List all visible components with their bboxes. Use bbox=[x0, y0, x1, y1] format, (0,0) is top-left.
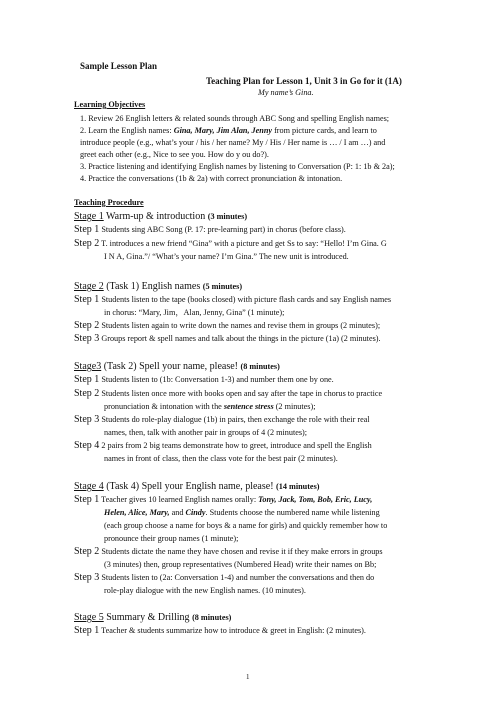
stage-2-heading bbox=[74, 281, 242, 293]
stage-2-step-1-cont: in chorus: “Mary, Jim，Alan, Jenny, Gina” (1 minute); bbox=[104, 308, 285, 317]
stage-3-step-3-cont: names, then, talk with another pair in groups of 4 (2 minutes); bbox=[104, 428, 308, 437]
stage-3-step-3 bbox=[74, 414, 370, 426]
stage-5-title: Summary & Drilling bbox=[103, 612, 193, 623]
step-text: Students sing ABC Song (P. 17: pre-learning part) in chorus (before class). bbox=[99, 225, 346, 234]
step-label: Step 1 bbox=[74, 224, 100, 235]
name-cindy: Cindy bbox=[185, 508, 206, 517]
stage-1-label: Stage 1 bbox=[74, 211, 104, 222]
step-text: Students listen to the tape (books closed) with picture flash cards and say English names bbox=[99, 295, 392, 304]
objective-3: 3. Practice listening and identifying English names by listening to Conversation (P: 1: 1b & 2a); bbox=[80, 162, 395, 171]
step-text: Teacher & students summarize how to introduce & greet in English: (2 minutes). bbox=[99, 626, 366, 635]
stage-4-label: Stage 4 bbox=[74, 481, 104, 492]
stage-4-heading bbox=[74, 481, 319, 493]
stage-1-step-2-cont: I N A, Gina.”/ “What’s your name? I’m Gina.” The new unit is introduced. bbox=[104, 252, 349, 261]
step-text: . Students choose the numbered name while listening bbox=[205, 508, 380, 517]
plan-title: Teaching Plan for Lesson 1, Unit 3 in Go for it (1A) bbox=[206, 76, 402, 86]
stage-4-step-2-cont: (3 minutes) then, group representatives (Numbered Head) write their names on Bb; bbox=[104, 560, 377, 569]
stage-3-step-1 bbox=[74, 374, 334, 386]
stage-4-step-3-cont: role-play dialogue with the new English names. (10 minutes). bbox=[104, 586, 306, 595]
objective-2-line-3: greet each other (e.g., Nice to see you. How do y ou do?). bbox=[80, 150, 269, 159]
step-text: Students listen to (2a: Conversation 1-4) and number the conversations and then do bbox=[99, 573, 375, 582]
stage-2-step-3 bbox=[74, 333, 381, 345]
page-number: 1 bbox=[246, 673, 250, 681]
step-text: Students listen once more with books open and say after the tape in chorus to practice bbox=[99, 389, 383, 398]
stage-5-step-1 bbox=[74, 625, 366, 637]
sentence-stress-emphasis: sentence stress bbox=[223, 402, 274, 411]
stage-2-step-2 bbox=[74, 320, 380, 332]
stage-3-step-4-cont: names in front of class, then the class vote for the best pair (2 minutes). bbox=[104, 454, 338, 463]
step-label: Step 1 bbox=[74, 494, 100, 505]
objective-2-text-end: from picture cards, and learn to bbox=[272, 126, 377, 135]
step-text: Students dictate the name they have chosen and revise it if they make errors in groups bbox=[99, 547, 383, 556]
stage-1-step-1 bbox=[74, 224, 346, 236]
stage-5-time: (8 minutes) bbox=[192, 613, 232, 622]
stage-3-heading bbox=[74, 361, 280, 373]
step-label: Step 1 bbox=[74, 625, 100, 636]
step-label: Step 2 bbox=[74, 238, 100, 249]
stage-5-heading bbox=[74, 612, 231, 624]
step-label: Step 4 bbox=[74, 440, 100, 451]
step-text: Students listen again to write down the names and revise them in groups (2 minutes); bbox=[99, 321, 381, 330]
document-title: Sample Lesson Plan bbox=[80, 61, 158, 71]
stage-3-label: Stage3 bbox=[74, 361, 102, 372]
stage-1-time: (3 minutes) bbox=[207, 212, 248, 221]
objective-2-text: 2. Learn the English names: bbox=[80, 126, 174, 135]
stage-4-step-1-cont-3: pronounce their group names (1 minute); bbox=[104, 534, 239, 543]
stage-4-step-1-cont-1 bbox=[104, 507, 380, 519]
stage-2-time: (5 minutes) bbox=[202, 282, 243, 291]
stage-2-label: Stage 2 bbox=[74, 281, 104, 292]
stage-4-time: (14 minutes) bbox=[276, 482, 320, 491]
plan-subtitle: My name’s Gina. bbox=[258, 88, 314, 97]
stage-3-time: (8 minutes) bbox=[240, 362, 280, 371]
names-list: Tony, Jack, Tom, Bob, Eric, Lucy, bbox=[258, 495, 373, 504]
step-label: Step 3 bbox=[74, 414, 100, 425]
step-text: 2 pairs from 2 big teams demonstrate how to greet, introduce and spell the English bbox=[99, 441, 372, 450]
step-text: pronunciation & intonation with the bbox=[104, 402, 224, 411]
step-text: T. introduces a new friend “Gina” with a picture and get Ss to say: “Hello! I’m Gina. G bbox=[99, 239, 387, 248]
stage-4-title: (Task 4) Spell your English name, please! bbox=[103, 481, 277, 492]
step-text: Teacher gives 10 learned English names orally: bbox=[99, 495, 259, 504]
objective-2-names: Gina, Mary, Jim Alan, Jenny bbox=[173, 126, 273, 135]
step-text-end: (2 minutes); bbox=[273, 402, 316, 411]
conjunction: and bbox=[169, 508, 186, 517]
stage-4-step-1 bbox=[74, 494, 372, 506]
step-label: Step 2 bbox=[74, 388, 100, 399]
step-label: Step 3 bbox=[74, 333, 100, 344]
stage-4-step-3 bbox=[74, 572, 374, 584]
stage-3-step-2 bbox=[74, 388, 382, 400]
names-list: Helen, Alice, Mary, bbox=[104, 508, 170, 517]
objective-1: 1. Review 26 English letters & related sounds through ABC Song and spelling English names; bbox=[80, 114, 390, 123]
step-label: Step 2 bbox=[74, 546, 100, 557]
stage-3-step-2-cont bbox=[104, 401, 316, 413]
stage-1-heading bbox=[74, 211, 247, 223]
stage-1-step-2 bbox=[74, 238, 387, 250]
objective-4: 4. Practice the conversations (1b & 2a) with correct pronunciation & intonation. bbox=[80, 174, 343, 183]
objective-2-line-2: introduce people (e.g., what’s your / his / her name? My / His / Her name is … / I am …) and bbox=[80, 138, 386, 147]
stage-3-title: (Task 2) Spell your name, please! bbox=[101, 361, 241, 372]
stage-5-label: Stage 5 bbox=[74, 612, 104, 623]
step-text: Groups report & spell names and talk about the things in the picture (1a) (2 minutes). bbox=[99, 334, 381, 343]
objective-2-line-1 bbox=[80, 126, 377, 136]
procedure-heading: Teaching Procedure bbox=[74, 198, 144, 207]
stage-2-step-1 bbox=[74, 294, 391, 306]
objectives-heading: Learning Objectives bbox=[74, 100, 146, 109]
stage-3-step-4 bbox=[74, 440, 372, 452]
step-label: Step 3 bbox=[74, 572, 100, 583]
step-text: Students do role-play dialogue (1b) in pairs, then exchange the role with their real bbox=[99, 415, 370, 424]
stage-1-title: Warm-up & introduction bbox=[103, 211, 208, 222]
step-label: Step 2 bbox=[74, 320, 100, 331]
stage-4-step-1-cont-2: (each group choose a name for boys & a name for girls) and quickly remember how to bbox=[104, 521, 388, 530]
step-label: Step 1 bbox=[74, 294, 100, 305]
stage-4-step-2 bbox=[74, 546, 383, 558]
step-label: Step 1 bbox=[74, 374, 100, 385]
step-text: Students listen to (1b: Conversation 1-3) and number them one by one. bbox=[99, 375, 334, 384]
stage-2-title: (Task 1) English names bbox=[103, 281, 203, 292]
